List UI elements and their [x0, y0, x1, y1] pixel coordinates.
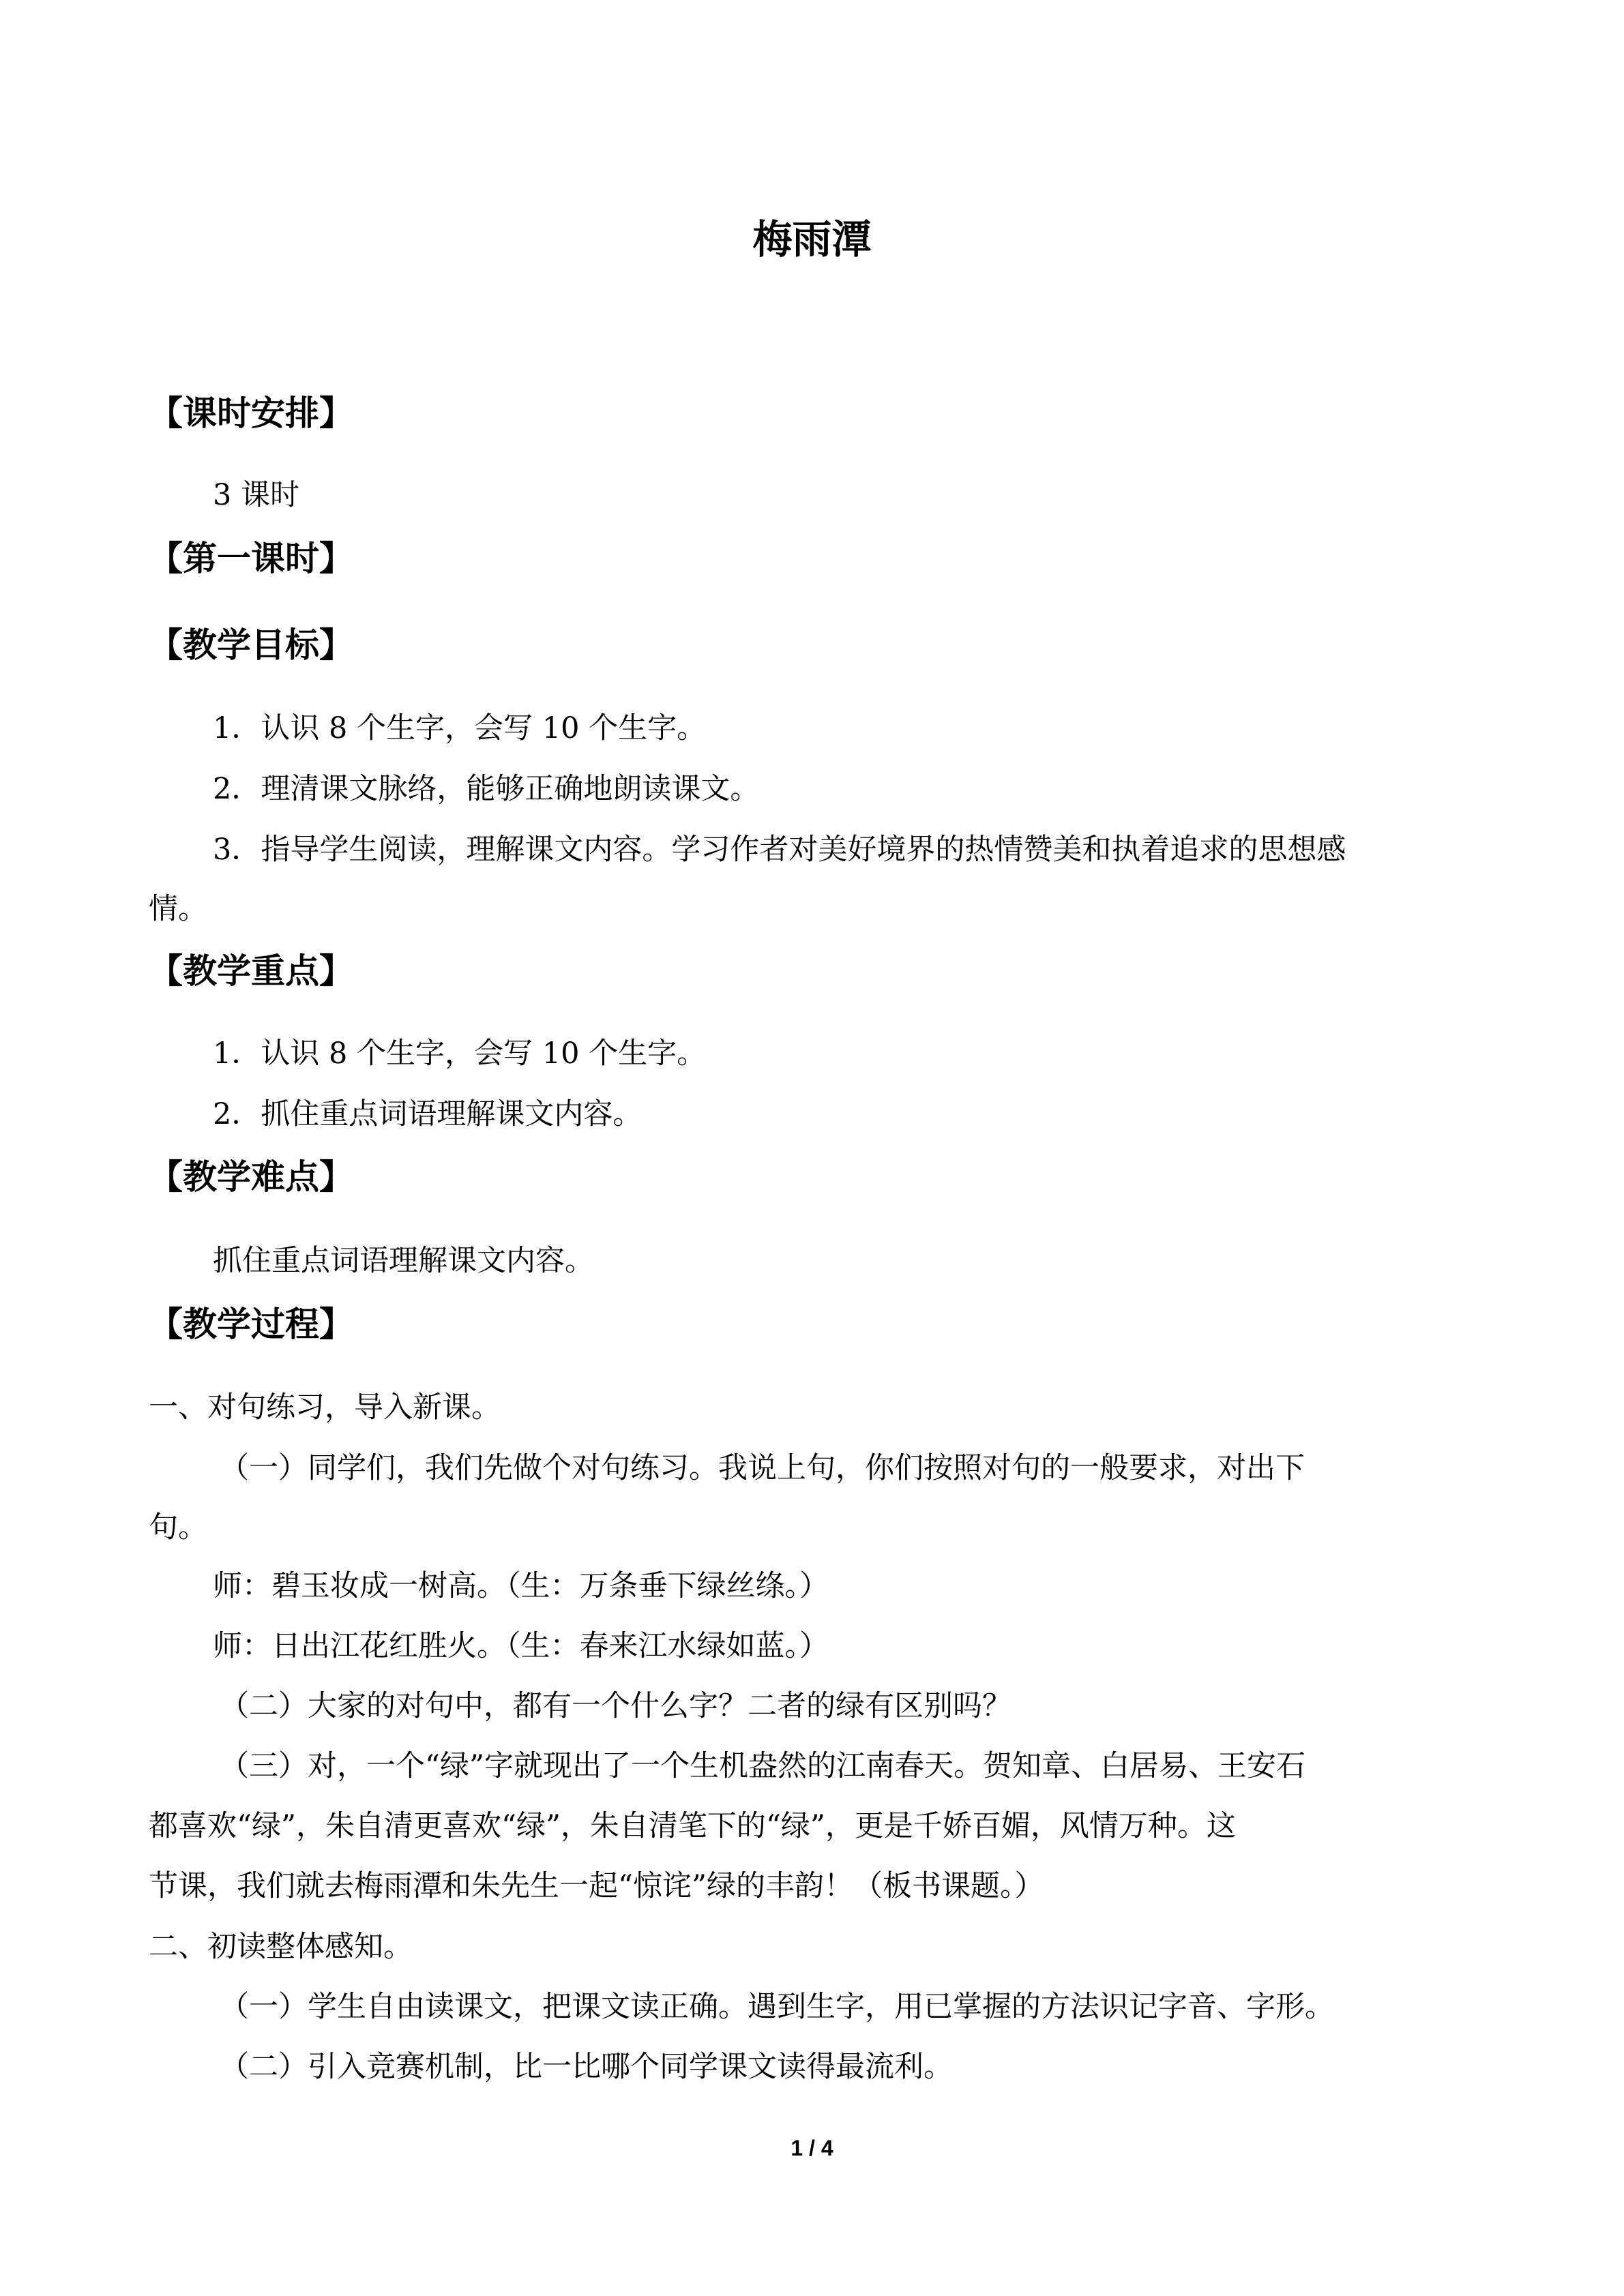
key-point-item-1: 1．认识 8 个生字，会写 10 个生字。	[213, 1037, 707, 1071]
heading-process: 【教学过程】	[149, 1304, 353, 1344]
process-line-9: 节课，我们就去梅雨潭和朱先生一起“惊诧”绿的丰韵！（板书课题。）	[149, 1869, 1044, 1903]
objective-item-1: 1．认识 8 个生字，会写 10 个生字。	[213, 711, 707, 745]
process-line-2: （一）同学们，我们先做个对句练习。我说上句，你们按照对句的一般要求，对出下	[220, 1451, 1305, 1485]
process-line-12: （二）引入竞赛机制，比一比哪个同学课文读得最流利。	[220, 2050, 953, 2084]
process-line-5: 师：日出江花红胜火。（生：春来江水绿如蓝。）	[213, 1629, 829, 1663]
process-line-8: 都喜欢“绿”，朱自清更喜欢“绿”，朱自清笔下的“绿”，更是千娇百媚，风情万种。这	[149, 1809, 1236, 1843]
process-line-7: （三）对，一个“绿”字就现出了一个生机盎然的江南春天。贺知章、白居易、王安石	[220, 1749, 1305, 1783]
document-title: 梅雨潭	[752, 216, 872, 263]
heading-key-points: 【教学重点】	[149, 951, 353, 991]
process-line-6: （二）大家的对句中，都有一个什么字？二者的绿有区别吗？	[220, 1689, 1012, 1723]
process-line-11: （一）学生自由读课文，把课文读正确。遇到生字，用已掌握的方法识记字音、字形。	[220, 1990, 1334, 2024]
schedule-text: 3 课时	[213, 478, 300, 512]
page-number: 1 / 4	[791, 2136, 833, 2160]
process-line-4: 师：碧玉妆成一树高。（生：万条垂下绿丝绦。）	[213, 1569, 829, 1603]
process-line-3: 句。	[149, 1510, 207, 1545]
heading-schedule: 【课时安排】	[149, 393, 353, 433]
heading-objectives: 【教学目标】	[149, 625, 353, 665]
objective-item-3-continued: 情。	[149, 892, 207, 926]
heading-first-lesson: 【第一课时】	[149, 539, 353, 578]
difficulties-text: 抓住重点词语理解课文内容。	[213, 1244, 594, 1278]
heading-difficulties: 【教学难点】	[149, 1157, 353, 1197]
process-line-1: 一、对句练习，导入新课。	[149, 1390, 501, 1425]
objective-item-2: 2．理清课文脉络，能够正确地朗读课文。	[213, 772, 760, 806]
process-line-10: 二、初读整体感知。	[149, 1930, 413, 1964]
objective-item-3: 3．指导学生阅读，理解课文内容。学习作者对美好境界的热情赞美和执着追求的思想感	[213, 833, 1346, 867]
key-point-item-2: 2．抓住重点词语理解课文内容。	[213, 1097, 643, 1131]
